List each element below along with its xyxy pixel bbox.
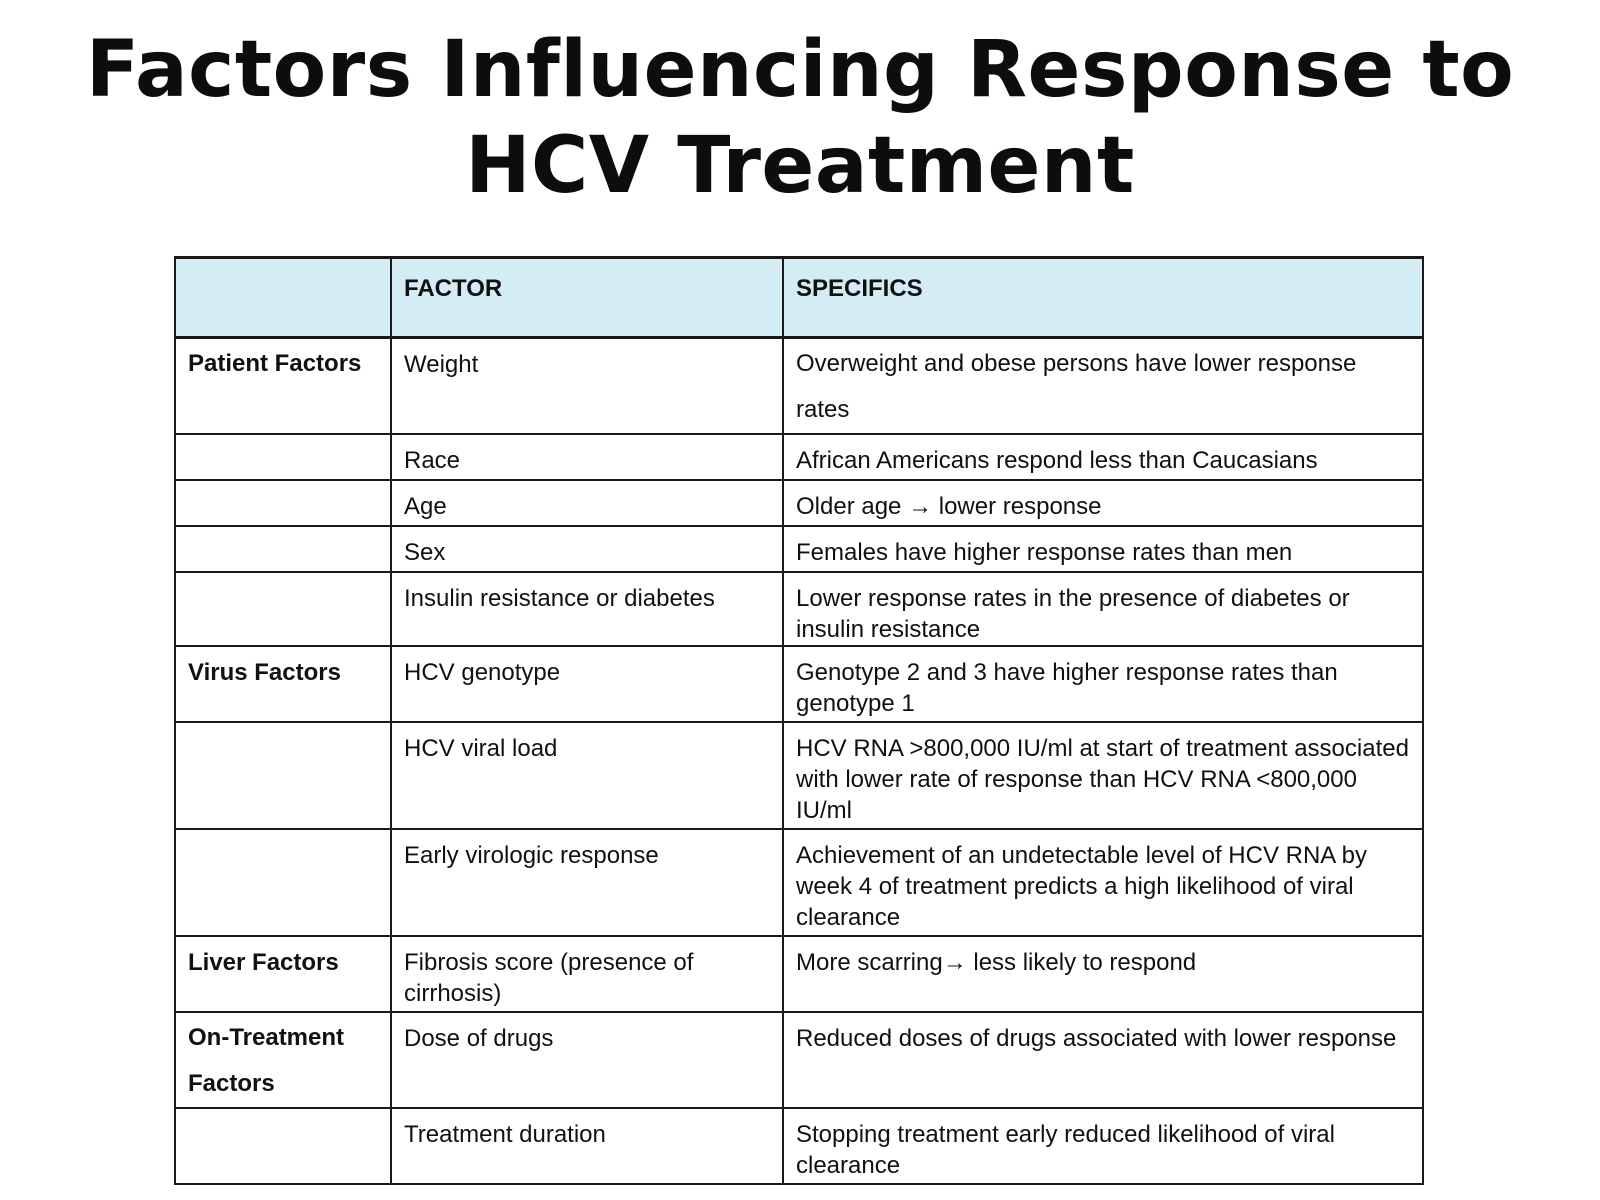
table-row [175,526,1423,572]
table-row [175,646,1423,722]
table-row [175,1012,1423,1108]
category-cell: Virus Factors [175,646,391,722]
factor-cell: HCV viral load [391,722,783,829]
specifics-cell: Lower response rates in the presence of diabetes or insulin resistance [783,572,1423,646]
factor-cell: Early virologic response [391,829,783,936]
factor-cell: Dose of drugs [391,1012,783,1108]
table-row [175,936,1423,1012]
table-row [175,338,1423,435]
factor-cell: Sex [391,526,783,572]
category-cell: Liver Factors [175,936,391,1012]
category-cell [175,434,391,480]
specifics-cell: Genotype 2 and 3 have higher response rates than genotype 1 [783,646,1423,722]
factor-cell: Weight [391,338,783,435]
header-specifics: SPECIFICS [783,258,1423,338]
specifics-cell: Stopping treatment early reduced likelihood of viral clearance [783,1108,1423,1184]
specifics-cell: Reduced doses of drugs associated with lower response [783,1012,1423,1108]
category-cell [175,480,391,526]
factor-cell: Age [391,480,783,526]
category-cell: On-Treatment Factors [175,1012,391,1108]
table-row [175,1108,1423,1184]
table-row [175,572,1423,646]
slide-title: Factors Influencing Response to HCV Treatment [85,25,1515,211]
factor-cell: Insulin resistance or diabetes [391,572,783,646]
table-row [175,434,1423,480]
specifics-cell: Females have higher response rates than men [783,526,1423,572]
table-header-row [175,258,1423,338]
category-cell [175,1108,391,1184]
table-row [175,480,1423,526]
factor-cell: Fibrosis score (presence of cirrhosis) [391,936,783,1012]
specifics-cell: Overweight and obese persons have lower response rates [783,338,1423,435]
table-row [175,722,1423,829]
factor-cell: Race [391,434,783,480]
specifics-cell: HCV RNA >800,000 IU/ml at start of treatment associated with lower rate of response than HCV RNA <800,000 IU/ml [783,722,1423,829]
factor-cell: Treatment duration [391,1108,783,1184]
factor-cell: HCV genotype [391,646,783,722]
category-cell: Patient Factors [175,338,391,435]
specifics-cell: Older age → lower response [783,480,1423,526]
table-row [175,829,1423,936]
specifics-cell: African Americans respond less than Caucasians [783,434,1423,480]
specifics-cell: Achievement of an undetectable level of HCV RNA by week 4 of treatment predicts a high likelihood of viral clearance [783,829,1423,936]
factors-table [174,256,1424,1185]
header-factor: FACTOR [391,258,783,338]
category-cell [175,829,391,936]
category-cell [175,526,391,572]
category-cell [175,722,391,829]
category-cell [175,572,391,646]
specifics-cell: More scarring→ less likely to respond [783,936,1423,1012]
header-category [175,258,391,338]
